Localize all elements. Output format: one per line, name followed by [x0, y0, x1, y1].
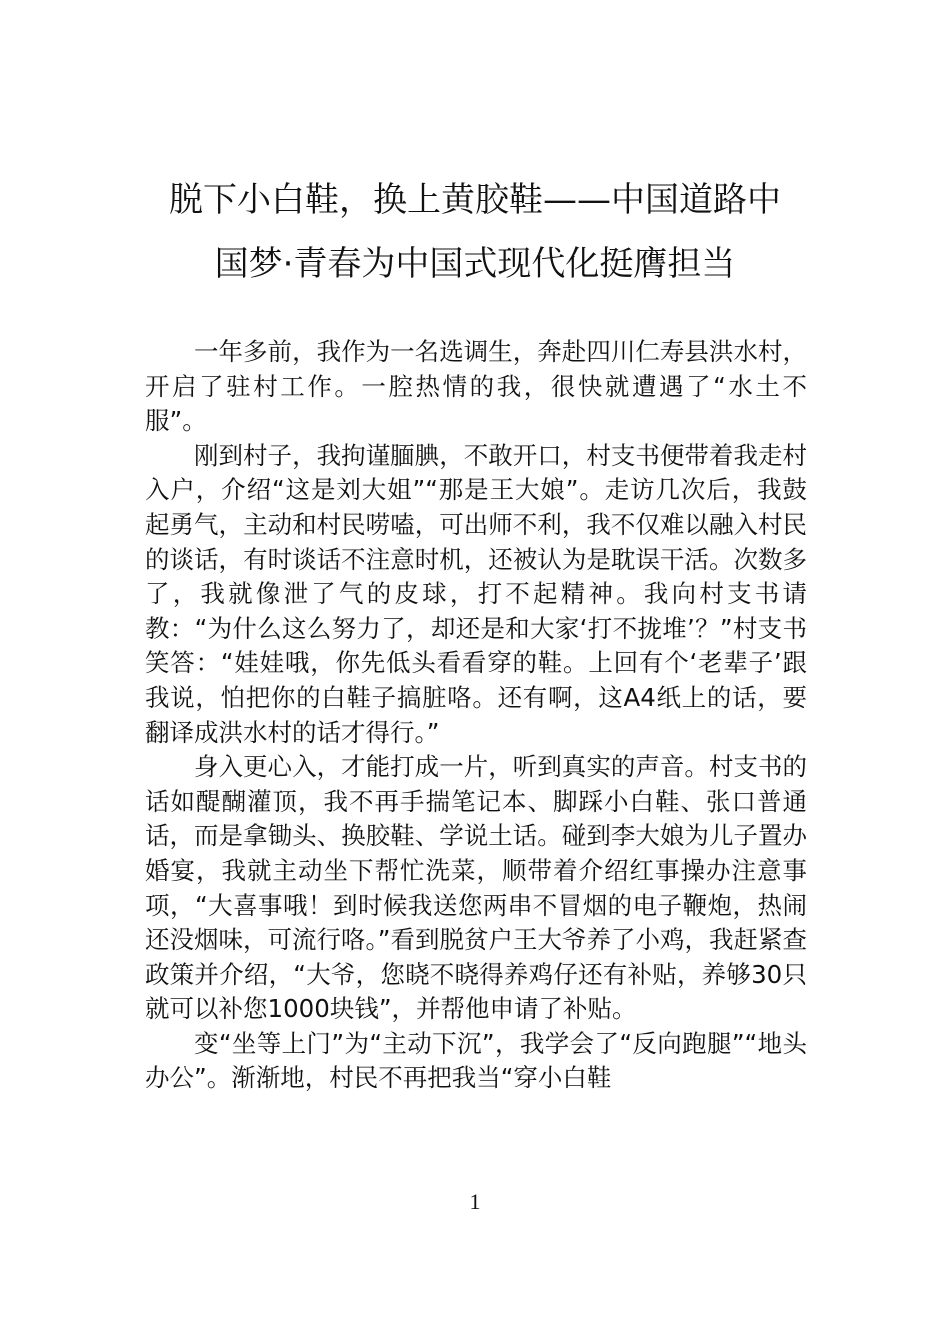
paragraph: 刚到村子，我拘谨腼腆，不敢开口，村支书便带着我走村入户，介绍“这是刘大姐”“那是王大娘”。走访几次后，我鼓起勇气，主动和村民唠嗑，可出师不利，我不仅难以融入村民的谈话，有时谈话不注意时机，还被认为是耽误干活。次数多了，我就像泄了气的皮球，打不起精神。我向村支书请教：“为什么这么努力了，却还是和大家‘打不拢堆’？”村支书笑答：“娃娃哦，你先低头看看穿的鞋。上回有个‘老辈子’跟我说，怕把你的白鞋子搞脏咯。还有啊，这A4纸上的话，要翻译成洪水村的话才得行。” [145, 440, 807, 747]
document-body [145, 335, 807, 1096]
document-title [130, 168, 820, 296]
paragraph: 身入更心入，才能打成一片，听到真实的声音。村支书的话如醍醐灌顶，我不再手揣笔记本、脚踩小白鞋、张口普通话，而是拿锄头、换胶鞋、学说土话。碰到李大娘为儿子置办婚宴，我就主动坐下帮忙洗菜，顺带着介绍红事操办注意事项，“大喜事哦！到时候我送您两串不冒烟的电子鞭炮，热闹还没烟味，可流行咯。”看到脱贫户王大爷养了小鸡，我赶紧查政策并介绍，“大爷，您晓不晓得养鸡仔还有补贴，养够30只就可以补您1000块钱”，并帮他申请了补贴。 [145, 752, 807, 1024]
paragraph: 变“坐等上门”为“主动下沉”，我学会了“反向跑腿”“地头办公”。渐渐地，村民不再把我当“穿小白鞋 [145, 1028, 807, 1093]
title-line-2: 国梦·青春为中国式现代化挺膺担当 [214, 244, 736, 284]
page-number: 1 [469, 1189, 481, 1214]
paragraph: 一年多前，我作为一名选调生，奔赴四川仁寿县洪水村，开启了驻村工作。一腔热情的我，很快就遭遇了“水土不服”。 [145, 337, 807, 436]
title-line-1: 脱下小白鞋，换上黄胶鞋——中国道路中 [169, 180, 781, 220]
